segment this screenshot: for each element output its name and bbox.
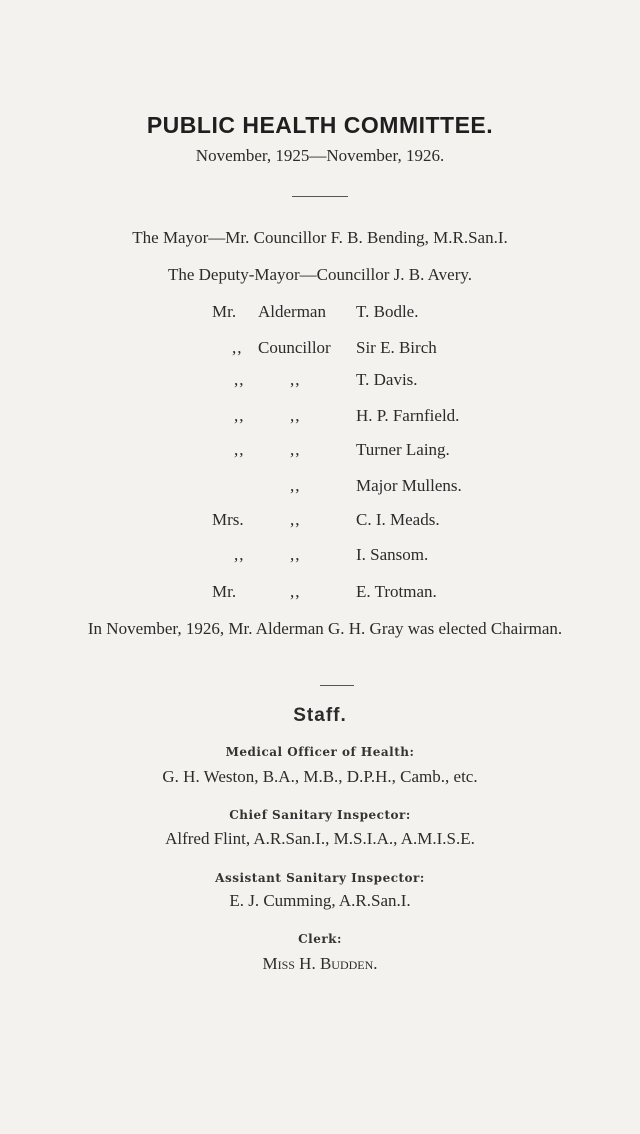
staff-name: G. H. Weston, B.A., M.B., D.P.H., Camb., etc. bbox=[162, 767, 478, 786]
member-rank: ,, bbox=[290, 440, 301, 459]
staff-role: Medical Officer of Health: bbox=[225, 745, 415, 759]
member-name: E. Trotman. bbox=[356, 582, 437, 601]
member-rank: ,, bbox=[290, 370, 301, 389]
member-rank: ,, bbox=[290, 406, 301, 425]
mayor-line: The Mayor—Mr. Councillor F. B. Bending, M.R.San.I. bbox=[132, 228, 508, 247]
member-title: ,, bbox=[234, 370, 245, 389]
staff-heading: Staff. bbox=[293, 705, 347, 726]
member-title: Mrs. bbox=[212, 510, 244, 529]
member-rank: ,, bbox=[290, 582, 301, 601]
member-name: T. Davis. bbox=[356, 370, 418, 389]
member-rank: Alderman bbox=[258, 302, 326, 321]
member-name: Sir E. Birch bbox=[356, 338, 437, 357]
member-name: T. Bodle. bbox=[356, 302, 419, 321]
member-title: ,, bbox=[232, 338, 243, 357]
divider bbox=[292, 196, 348, 197]
member-title: ,, bbox=[234, 545, 245, 564]
staff-name: Miss H. Budden. bbox=[262, 954, 378, 973]
staff-name: E. J. Cumming, A.R.San.I. bbox=[229, 891, 411, 910]
member-name: Turner Laing. bbox=[356, 440, 450, 459]
member-title: Mr. bbox=[212, 582, 237, 601]
divider bbox=[320, 685, 354, 686]
member-rank: ,, bbox=[290, 545, 301, 564]
staff-role: Assistant Sanitary Inspector: bbox=[215, 871, 425, 885]
chairman-note: In November, 1926, Mr. Alderman G. H. Gray was elected Chairman. bbox=[87, 619, 563, 638]
member-rank: Councillor bbox=[258, 338, 331, 357]
staff-name: Alfred Flint, A.R.San.I., M.S.I.A., A.M.I.S.E. bbox=[165, 829, 475, 848]
member-rank: ,, bbox=[290, 510, 301, 529]
committee-period: November, 1925—November, 1926. bbox=[195, 146, 445, 165]
member-name: C. I. Meads. bbox=[356, 510, 440, 529]
member-title: Mr. bbox=[212, 302, 237, 321]
member-name: I. Sansom. bbox=[356, 545, 429, 564]
deputy-mayor-line: The Deputy-Mayor—Councillor J. B. Avery. bbox=[167, 265, 473, 284]
member-title: ,, bbox=[234, 440, 245, 459]
member-name: H. P. Farnfield. bbox=[356, 406, 460, 425]
member-title: ,, bbox=[234, 406, 245, 425]
staff-role: Chief Sanitary Inspector: bbox=[229, 808, 411, 822]
page-title: PUBLIC HEALTH COMMITTEE. bbox=[146, 112, 494, 138]
staff-role: Clerk: bbox=[298, 932, 342, 946]
member-rank: ,, bbox=[290, 476, 301, 495]
member-name: Major Mullens. bbox=[356, 476, 462, 495]
